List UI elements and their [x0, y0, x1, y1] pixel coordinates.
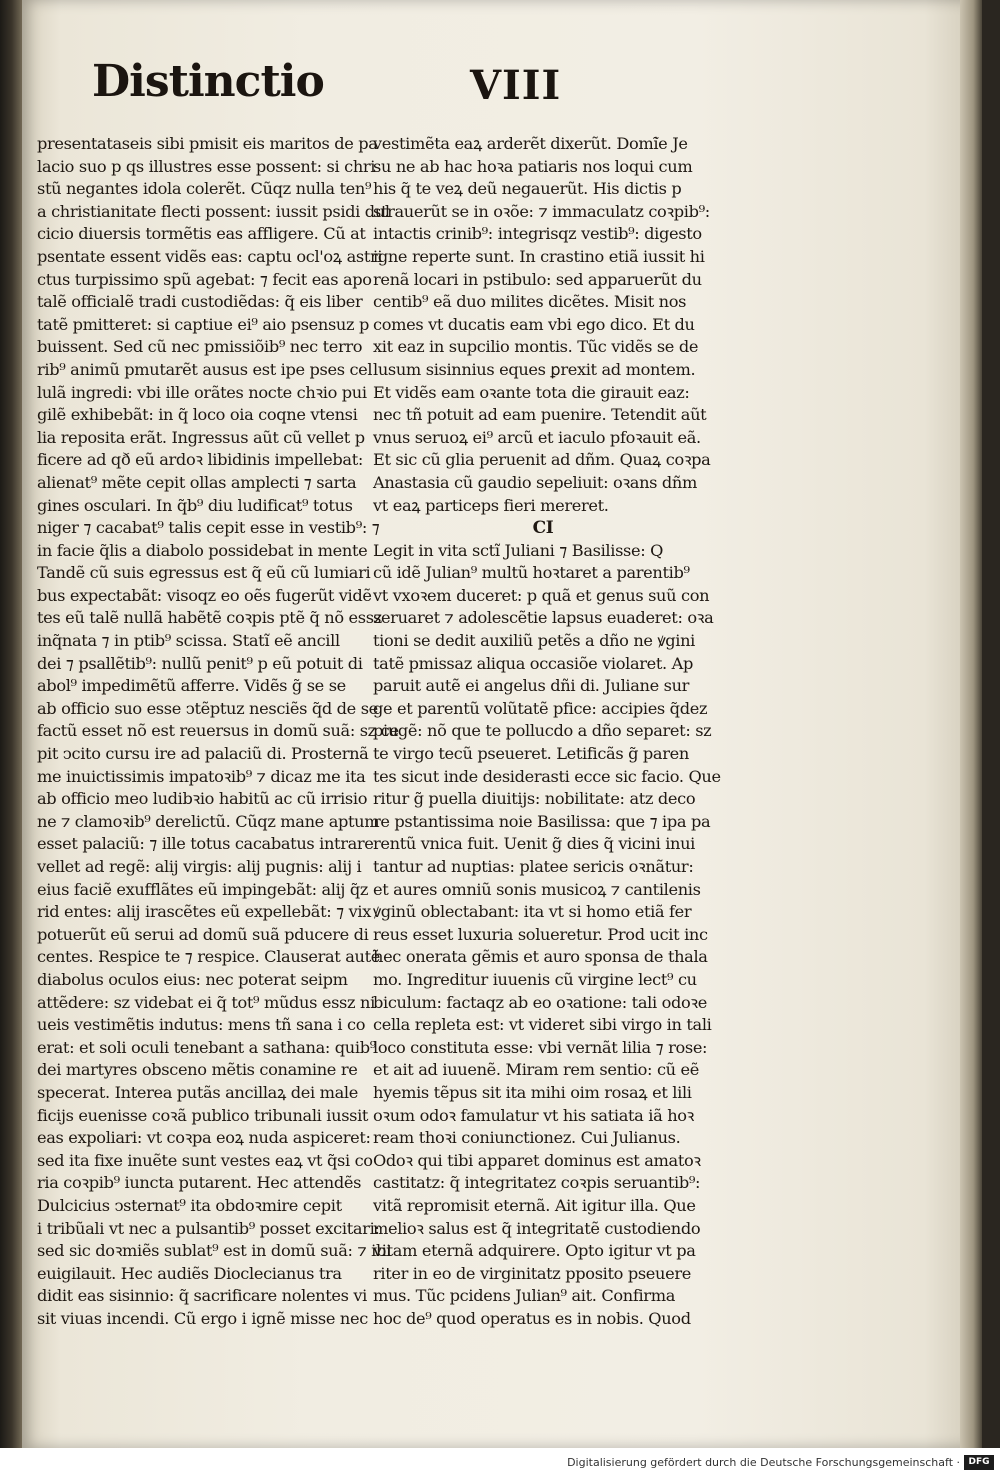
text-line: te virgo tecũ pseueret. Letificãs g̃ paren: [373, 744, 689, 764]
text-line: et aures omniũ sonis musicoꝝ ⁊ cantilenis: [373, 879, 701, 899]
left-text-column: [37, 133, 399, 1330]
text-line: buissent. Sed cũ nec pmissiõib⁹ nec terro: [37, 337, 363, 357]
section-heading: CI: [532, 518, 554, 539]
text-line: vitam eternã adquirere. Opto igitur vt pa: [373, 1241, 696, 1261]
text-line: biculum: factaqz ab eo oꝛatione: tali odoꝛe: [373, 992, 707, 1012]
text-line: Anastasia cũ gaudio sepeliuit: oꝛans dñm: [373, 472, 697, 492]
text-line: cicio diuersis tormẽtis eas affligere. Cũ at: [37, 224, 366, 244]
text-line: reus esset luxuria solueretur. Prod ucit inc: [373, 924, 708, 944]
running-header-number: VIII: [470, 62, 562, 109]
text-line: vellet ad regẽ: alij virgis: alij pugnis: alij i: [37, 857, 362, 876]
text-line: Et vidẽs eam oꝛante tota die girauit eaz:: [373, 382, 690, 402]
text-line: castitatz: q̃ integritatez coꝛpis seruantib⁹:: [373, 1173, 701, 1193]
text-line: ne ⁊ clamoꝛib⁹ derelictũ. Cũqz mane aptum: [37, 811, 380, 831]
text-line: nec tñ potuit ad eam puenire. Tetendit aũt: [373, 405, 707, 425]
text-line: comes vt ducatis eam vbi ego dico. Et du: [373, 314, 695, 334]
text-line: attẽdere: sz videbat ei q̃ tot⁹ mũdus essz ni: [37, 992, 375, 1012]
text-line: ritur g̃ puella diuitijs: nobilitate: atz deco: [373, 789, 696, 809]
text-line: hoc de⁹ quod operatus es in nobis. Quod: [373, 1308, 691, 1328]
text-line: melioꝛ salus est q̃ integritatẽ custodiendo: [373, 1218, 701, 1238]
text-line: me inuictissimis impatoꝛib⁹ ⁊ dicaz me ita: [37, 766, 366, 786]
text-line: vt eaꝝ particeps fieri mereret.: [373, 495, 609, 515]
text-line: mo. Ingreditur iuuenis cũ virgine lect⁹ cu: [373, 969, 697, 989]
text-line: psentate essent vidẽs eas: captu ocl'oꝝ astri: [37, 246, 383, 266]
text-line: ficere ad qð eũ ardoꝛ libidinis impellebat:: [37, 450, 363, 470]
footer-credit-text: Digitalisierung gefördert durch die Deutsche Forschungsgemeinschaft ·: [567, 1456, 960, 1469]
text-line: specerat. Interea putãs ancillaꝝ dei male: [37, 1082, 358, 1102]
text-line: tatẽ pmitteret: si captiue ei⁹ aio psensuz p: [37, 314, 369, 334]
text-line: hyemis tẽpus sit ita mihi oim rosaꝝ et lili: [373, 1082, 692, 1102]
text-line: intactis crinib⁹: integrisqz vestib⁹: digesto: [373, 224, 702, 244]
text-line: Odoꝛ qui tibi apparet dominus est amatoꝛ: [373, 1150, 701, 1170]
text-line: eas expoliari: vt coꝛpa eoꝝ nuda aspiceret:: [37, 1128, 371, 1148]
text-line: lia reposita erãt. Ingressus aũt cũ vellet p: [37, 427, 365, 447]
text-line: seruaret ⁊ adolescẽtie lapsus euaderet: oꝛa: [373, 608, 714, 628]
text-line: sed ita fixe inuẽte sunt vestes eaꝝ vt q̃si co: [37, 1150, 373, 1170]
text-line: dei ⁊ psallẽtib⁹: nullũ penit⁹ p eũ potuit di: [37, 653, 363, 673]
text-line: rib⁹ animũ pmutarẽt ausus est ipe pses cel: [37, 359, 373, 379]
text-line: erat: et soli oculi tenebant a sathana: quib⁹: [37, 1037, 376, 1057]
page-edge: [960, 0, 982, 1448]
text-line: stũ negantes idola colerẽt. Cũqz nulla ten⁹: [37, 179, 372, 199]
text-line: potuerũt eũ serui ad domũ suã pducere di: [37, 924, 369, 944]
text-line: euigilauit. Hec audiẽs Dioclecianus tra: [37, 1263, 342, 1283]
text-line: niger ⁊ cacabat⁹ talis cepit esse in vestib⁹: ⁊: [37, 518, 380, 538]
text-line: sit viuas incendi. Cũ ergo i ignẽ misse nec: [37, 1308, 368, 1328]
text-line: esset palaciũ: ⁊ ille totus cacabatus intrare: [37, 834, 374, 854]
text-line: vestimẽta eaꝝ arderẽt dixerũt. Domi̇̃e Je: [373, 134, 688, 153]
text-line: ab officio meo ludibꝛio habitũ ac cũ irrisio: [37, 789, 368, 809]
text-line: paruit autẽ ei angelus dñi di. Juliane sur: [373, 676, 690, 696]
text-line: Et sic cũ glia peruenit ad dñm. Quaꝝ coꝛpa: [373, 450, 711, 470]
running-header-title: Distinctio: [92, 56, 324, 107]
right-text-column: [373, 133, 721, 1330]
text-line: Tandẽ cũ suis egressus est q̃ eũ cũ lumiari: [37, 563, 371, 583]
text-line: centes. Respice te ⁊ respice. Clauserat autẽ: [37, 947, 381, 967]
text-line: presentataseis sibi pmisit eis maritos de pa: [37, 134, 378, 153]
text-line: ficijs euenisse coꝛã publico tribunali iussit: [37, 1105, 369, 1125]
text-line: in facie q̃lis a diabolo possidebat in mente: [37, 540, 368, 560]
text-line: strauerũt se in oꝛõe: ⁊ immaculatz coꝛpib⁹:: [373, 201, 710, 221]
text-line: dei martyres obsceno mẽtis conamine re: [37, 1060, 358, 1080]
text-line: ria coꝛpib⁹ iuncta putarent. Hec attendẽs: [37, 1173, 362, 1193]
text-line: cella repleta est: vt videret sibi virgo in tali: [373, 1015, 712, 1035]
text-line: tes sicut inde desiderasti ecce sic facio. Que: [373, 766, 721, 786]
text-line: re pstantissima noie Basilissa: que ⁊ ipa pa: [373, 811, 711, 831]
text-line: Legit in vita sctĩ Juliani ⁊ Basilisse: Q: [373, 540, 664, 560]
text-line: vitã repromisit eternã. Ait igitur illa. Que: [373, 1195, 696, 1215]
text-line: tes eũ talẽ nullã habẽtẽ coꝛpis ptẽ q̃ nõ essz: [37, 608, 382, 628]
text-line: xit eaz in supcilio montis. Tũc vidẽs se de: [373, 337, 699, 357]
text-line: gilẽ exhibebãt: in q̃ loco oia coqne vtensi: [37, 405, 358, 425]
text-line: cũ idẽ Julian⁹ multũ hoꝛtaret a parentib⁹: [373, 563, 690, 583]
text-line: mus. Tũc pcidens Julian⁹ ait. Confirma: [373, 1286, 676, 1306]
text-line: riter in eo de virginitatz pposito pseuere: [373, 1263, 691, 1283]
text-line: su ne ab hac hoꝛa patiaris nos loqui cum: [373, 156, 693, 176]
text-line: centib⁹ eã duo milites dicẽtes. Misit nos: [373, 292, 687, 312]
text-line: lusum sisinnius eques ꝑrexit ad montem.: [373, 359, 696, 379]
text-line: piugẽ: nõ que te pollucdo a dño separet: sz: [373, 721, 712, 741]
text-line: abol⁹ impedimẽtũ afferre. Vidẽs g̃ se se: [37, 676, 346, 696]
text-line: oꝛum odoꝛ famulatur vt his satiata iã hoꝛ: [373, 1105, 694, 1125]
text-line: a christianitate flecti possent: iussit psidi dul: [37, 201, 390, 221]
text-line: eius faciẽ exufflãtes eũ impingebãt: alij q̃z: [37, 879, 369, 899]
text-line: rentũ vnica fuit. Uenit g̃ dies q̃ vicini inui: [373, 834, 696, 854]
digitization-footer: [0, 1448, 1000, 1479]
text-line: vt vxoꝛem duceret: p quã et genus suũ con: [373, 585, 710, 605]
text-line: rid entes: alij irascẽtes eũ expellebãt: ⁊ vix: [37, 902, 372, 922]
text-line: tantur ad nuptias: platee sericis oꝛnãtur:: [373, 857, 694, 876]
text-line: Dulcicius ↄsternat⁹ ita obdoꝛmire cepit: [37, 1195, 342, 1215]
text-line: factũ esset nõ est reuersus in domũ suã: sz ce: [37, 721, 399, 741]
text-line: ꝟginũ oblectabant: ita vt si homo etiã fer: [373, 902, 692, 922]
text-line: ueis vestimẽtis indutus: mens tñ sana i co: [37, 1015, 366, 1035]
text-line: alienat⁹ mẽte cepit ollas amplecti ⁊ sarta: [37, 472, 357, 492]
text-line: vnus seruoꝝ ei⁹ arcũ et iaculo pfoꝛauit eã.: [373, 427, 701, 447]
text-line: et ait ad iuuenẽ. Miram rem sentio: cũ eẽ: [373, 1060, 700, 1080]
dfg-logo: DFG: [964, 1455, 994, 1470]
text-line: gines osculari. In q̃b⁹ diu ludificat⁹ totus: [37, 495, 353, 515]
text-line: pit ↄcito cursu ire ad palaciũ di. Prosternã: [37, 744, 369, 764]
text-line: lulã ingredi: vbi ille orãtes nocte chꝛio pui: [37, 382, 367, 402]
text-line: lacio suo p qs illustres esse possent: si chri: [37, 156, 376, 176]
text-line: inq̃nata ⁊ in ptib⁹ scissa. Statĩ eẽ ancill: [37, 631, 340, 651]
text-line: i tribũali vt nec a pulsantib⁹ posset excitari:: [37, 1218, 380, 1238]
text-line: diabolus oculos eius: nec poterat seipm: [37, 969, 348, 989]
text-line: igne reperte sunt. In crastino etiã iussit hi: [373, 246, 705, 266]
text-line: renã locari in pstibulo: sed apparuerũt du: [373, 269, 702, 289]
text-line: talẽ officialẽ tradi custodiẽdas: q̃ eis liber: [37, 292, 363, 312]
text-line: ab officio suo esse ↄtẽptuz nesciẽs q̃d de se: [37, 698, 378, 718]
text-line: tatẽ pmissaz aliqua occasiõe violaret. Ap: [373, 653, 693, 673]
text-line: ctus turpissimo spũ agebat: ⁊ fecit eas apo: [37, 269, 372, 289]
text-line: his q̃ te veꝝ deũ negauerũt. His dictis p: [373, 179, 682, 199]
text-line: bus expectabãt: visoqz eo oẽs fugerũt vidẽ: [37, 585, 372, 605]
text-line: ge et parentũ volũtatẽ pfice: accipies q̃dez: [373, 698, 708, 718]
text-line: didit eas sisinnio: q̃ sacrificare nolentes vi: [37, 1286, 368, 1306]
text-line: hec onerata gẽmis et auro sponsa de thala: [373, 947, 708, 967]
text-line: loco constituta esse: vbi vernãt lilia ⁊ rose:: [373, 1037, 708, 1057]
text-line: sed sic doꝛmiẽs sublat⁹ est in domũ suã: ⁊ ibi: [37, 1241, 391, 1261]
text-line: ream thoꝛi coniunctionez. Cui Julianus.: [373, 1128, 681, 1148]
text-line: tioni se dedit auxiliũ petẽs a dño ne ꝟgini: [373, 631, 695, 651]
